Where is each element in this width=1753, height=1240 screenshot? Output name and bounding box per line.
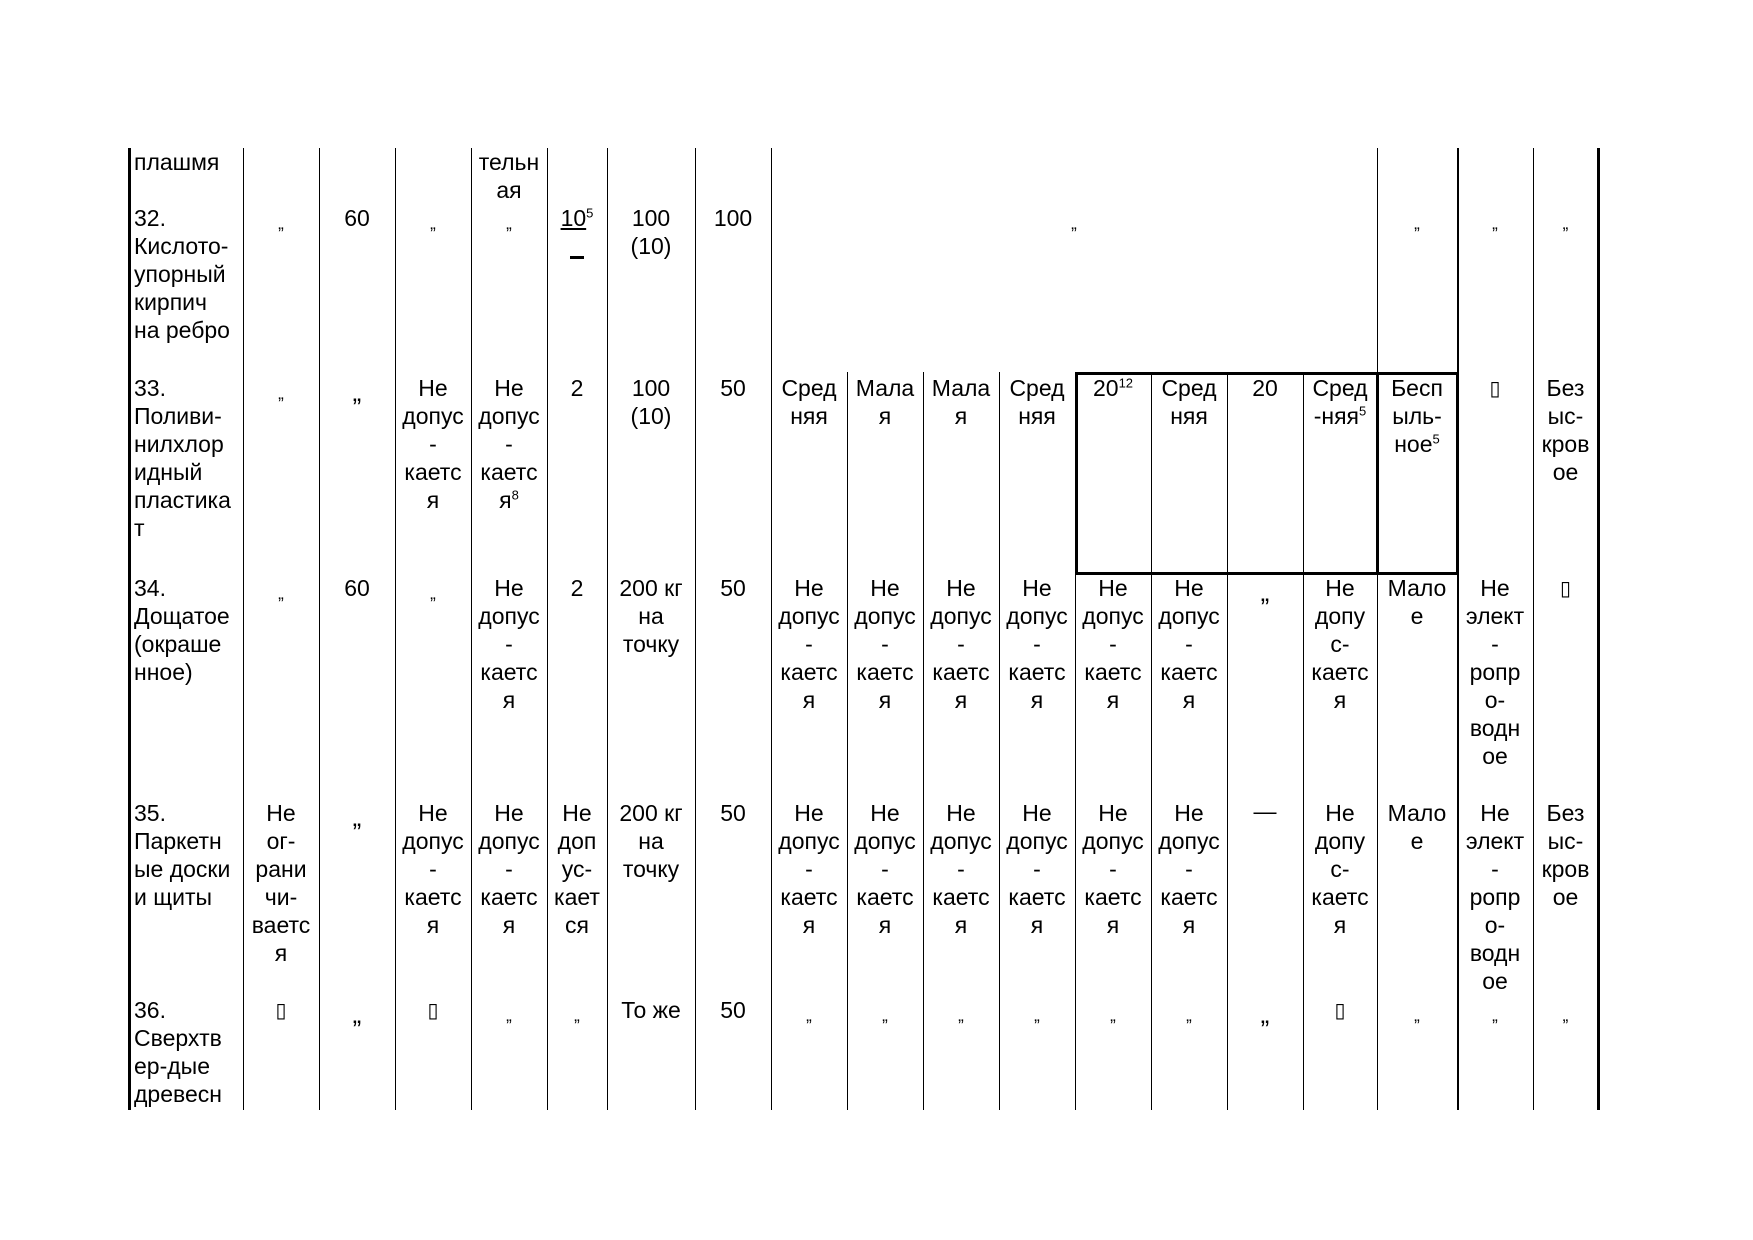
row-33-col13-value: 20 xyxy=(1092,375,1119,401)
row-33-col8: 50 xyxy=(720,375,746,401)
row-32-col3: 60 xyxy=(344,205,370,231)
row-34-col11: Не допус - каетс я xyxy=(930,575,992,713)
row-33-col15a-footnote: 5 xyxy=(1432,431,1440,447)
row-36-col14b: „ xyxy=(1260,999,1270,1029)
row-36-col14c-glyph-icon: ▯ xyxy=(1334,998,1346,1022)
row-35-col13: Не допус - каетс я xyxy=(1082,800,1144,938)
row-36-col13: „ xyxy=(1110,1006,1116,1025)
row-36-col16: „ xyxy=(1562,1006,1569,1025)
row-36-col9: „ xyxy=(806,1006,812,1025)
row-35-col4: Не допус - каетс я xyxy=(402,800,464,938)
column-divider xyxy=(547,148,548,1110)
row-33-col13 xyxy=(1075,374,1151,402)
row-33-col14c xyxy=(1303,374,1377,430)
row-33-col7: 100 (10) xyxy=(630,375,672,429)
row-34-col14c: Не допу с- каетс я xyxy=(1311,575,1369,713)
row-34-col12: Не допус - каетс я xyxy=(1006,575,1068,713)
row-36-col15b: „ xyxy=(1492,1006,1498,1025)
row-35-col14a: Не допус - каетс я xyxy=(1158,800,1220,938)
row-35-col8: 50 xyxy=(720,800,746,826)
row-33-col11: Мала я xyxy=(931,375,991,429)
row-36-col2-glyph-icon: ▯ xyxy=(275,998,287,1022)
row-33-col5-footnote: 8 xyxy=(511,487,519,503)
row-33-col15a xyxy=(1377,374,1457,458)
row-32-col16: „ xyxy=(1562,214,1569,233)
row-35-col16: Без ыс- кров ое xyxy=(1541,800,1590,910)
row-32-col2: „ xyxy=(278,214,284,233)
row-35-col2: Не ог- рани чи- ваетс я xyxy=(251,800,311,966)
row-34-col2: „ xyxy=(278,584,284,603)
row-34-col3: 60 xyxy=(344,575,370,601)
row-36-col3: „ xyxy=(352,999,362,1029)
row-34-col15a: Мало е xyxy=(1387,575,1447,629)
row-35-col15b: Не элект - ропр о- водн ое xyxy=(1465,800,1525,994)
row-top-col5: тельн ая xyxy=(478,149,540,203)
column-divider xyxy=(395,148,396,1110)
table-border-left xyxy=(128,148,131,1110)
row-32-col1: 32. Кислото- упорный кирпич на ребро xyxy=(134,205,230,343)
row-36-col11: „ xyxy=(958,1006,964,1025)
row-34-col15b: Не элект - ропр о- водн ое xyxy=(1465,575,1525,769)
row-33-col14a: Сред няя xyxy=(1161,375,1217,429)
row-36-col7: То же xyxy=(621,997,681,1023)
row-32-col8: 100 xyxy=(713,205,753,231)
row-33-col5 xyxy=(471,374,547,514)
row-35-col12: Не допус - каетс я xyxy=(1006,800,1068,938)
row-33-col12: Сред няя xyxy=(1009,375,1065,429)
row-35-col3: „ xyxy=(352,802,362,832)
column-divider xyxy=(695,148,696,1110)
row-33-col16: Без ыс- кров ое xyxy=(1541,375,1590,485)
row-33-col10: Мала я xyxy=(855,375,915,429)
row-33-col14c-text: Сред -няя xyxy=(1312,375,1368,429)
row-32-col6-dash xyxy=(570,256,584,259)
row-34-col16-glyph-icon: ▯ xyxy=(1559,576,1571,600)
row-35-col11: Не допус - каетс я xyxy=(930,800,992,938)
row-34-col10: Не допус - каетс я xyxy=(854,575,916,713)
row-32-merged: „ xyxy=(1071,214,1077,233)
table-border-right xyxy=(1597,148,1600,1110)
row-32-col4: „ xyxy=(430,214,436,233)
row-33-col5-text: Не допус - каетс я xyxy=(478,375,540,513)
row-32-col6-value: 10 xyxy=(560,205,587,231)
row-35-col10: Не допус - каетс я xyxy=(854,800,916,938)
row-36-col12: „ xyxy=(1034,1006,1040,1025)
row-36-col5: „ xyxy=(506,1006,512,1025)
row-top-col1: плашмя xyxy=(134,149,220,175)
row-35-col14b: — xyxy=(1253,798,1277,824)
row-36-col4-glyph-icon: ▯ xyxy=(427,998,439,1022)
row-32-col6-footnote: 5 xyxy=(586,205,594,221)
column-divider xyxy=(847,372,848,1110)
column-divider xyxy=(1533,148,1534,1110)
row-35-col6: Не доп ус- кает ся xyxy=(554,800,600,938)
row-34-col1: 34. Дощатое (окраше нное) xyxy=(134,575,230,685)
row-34-col4: „ xyxy=(430,584,436,603)
row-36-col14a: „ xyxy=(1186,1006,1192,1025)
row-33-col13-footnote: 12 xyxy=(1118,375,1134,391)
row-35-col14c: Не допу с- каетс я xyxy=(1311,800,1369,938)
row-35-col9: Не допус - каетс я xyxy=(778,800,840,938)
column-divider xyxy=(319,148,320,1110)
row-34-col5: Не допус - каетс я xyxy=(478,575,540,713)
row-34-col7: 200 кг на точку xyxy=(619,575,683,657)
row-34-col6: 2 xyxy=(570,575,584,601)
row-36-col15a: „ xyxy=(1414,1006,1420,1025)
row-36-col6: „ xyxy=(574,1006,580,1025)
row-34-col9: Не допус - каетс я xyxy=(778,575,840,713)
row-32-col15: „ xyxy=(1492,214,1498,233)
row-34-col14a: Не допус - каетс я xyxy=(1158,575,1220,713)
row-35-col7: 200 кг на точку xyxy=(619,800,683,882)
row-33-col1: 33. Поливи- нилхлор идный пластика т xyxy=(134,375,231,541)
row-35-col1: 35. Паркетн ые доски и щиты xyxy=(134,800,231,910)
row-35-col5: Не допус - каетс я xyxy=(478,800,540,938)
row-33-col15b-glyph-icon: ▯ xyxy=(1489,376,1501,400)
row-33-col9: Сред няя xyxy=(781,375,837,429)
row-35-col15a: Мало е xyxy=(1387,800,1447,854)
row-33-col15a-text: Бесп ыль- ное xyxy=(1391,375,1443,457)
row-36-col10: „ xyxy=(882,1006,888,1025)
row-36-col8: 50 xyxy=(720,997,746,1023)
row-33-col4: Не допус - каетс я xyxy=(402,375,464,513)
column-divider xyxy=(999,372,1000,1110)
row-32-col5: „ xyxy=(506,214,512,233)
row-32-col7: 100 (10) xyxy=(630,205,672,259)
row-33-col6: 2 xyxy=(570,375,584,401)
row-36-col1: 36. Сверхтв ер-дые древесн xyxy=(134,997,222,1107)
row-33-col3: „ xyxy=(352,377,362,407)
row-33-col2: „ xyxy=(278,384,284,403)
column-divider xyxy=(923,372,924,1110)
row-34-col8: 50 xyxy=(720,575,746,601)
row-33-col14c-footnote: 5 xyxy=(1359,403,1367,419)
row-32-col6 xyxy=(547,204,607,232)
row-34-col14b: „ xyxy=(1260,577,1270,607)
row-34-col13: Не допус - каетс я xyxy=(1082,575,1144,713)
row-32-col14: „ xyxy=(1414,214,1420,233)
row-33-col14b: 20 xyxy=(1252,375,1278,401)
